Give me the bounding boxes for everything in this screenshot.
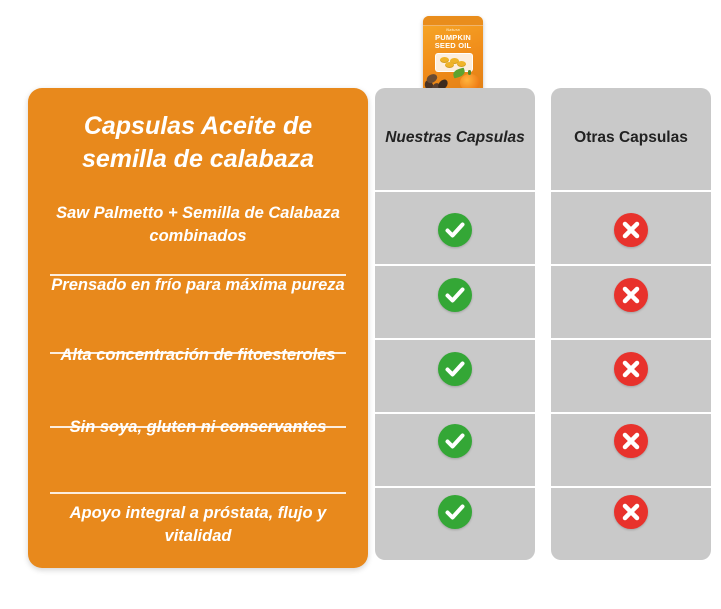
check-icon [438,352,472,386]
pouch-graphic [423,16,483,96]
feature-label: Sin soya, gluten ni conservantes [69,418,327,436]
capsule-icon [445,62,454,68]
check-icon [438,424,472,458]
capsule-icon [457,61,466,67]
row-separator [375,412,535,414]
check-icon [438,278,472,312]
features-column [28,88,368,568]
row-separator [551,412,711,414]
cross-icon [614,495,648,529]
feature-label: Prensado en frío para máxima pureza [51,276,345,294]
cross-icon [614,352,648,386]
ours-column-header: Nuestras Capsulas [385,129,525,146]
pouch-window [435,53,473,72]
check-icon [438,213,472,247]
ours-column [375,88,535,560]
feature-label: Apoyo integral a próstata, flujo y vitalidad [69,504,327,545]
page-title: Capsulas Aceite de semilla de calabaza [81,112,315,173]
cross-icon [614,278,648,312]
cross-icon [614,424,648,458]
row-separator [551,338,711,340]
others-column-header: Otras Capsulas [574,129,688,146]
pouch-title-line2: SEED OIL [434,41,472,50]
feature-label: Saw Palmetto + Semilla de Calabaza combinados [56,204,340,245]
feature-label: Alta concentración de fitoesteroles [60,346,336,364]
row-separator [551,190,711,192]
row-separator [375,338,535,340]
row-separator [551,264,711,266]
pouch-brand-label: Natura [446,27,460,32]
row-divider [50,492,346,494]
check-icon [438,495,472,529]
others-column [551,88,711,560]
row-separator [551,486,711,488]
row-separator [375,486,535,488]
pouch-top-seal [423,16,483,26]
row-separator [375,190,535,192]
cross-icon [614,213,648,247]
row-separator [375,264,535,266]
pouch-title-line1: PUMPKIN [435,33,471,42]
